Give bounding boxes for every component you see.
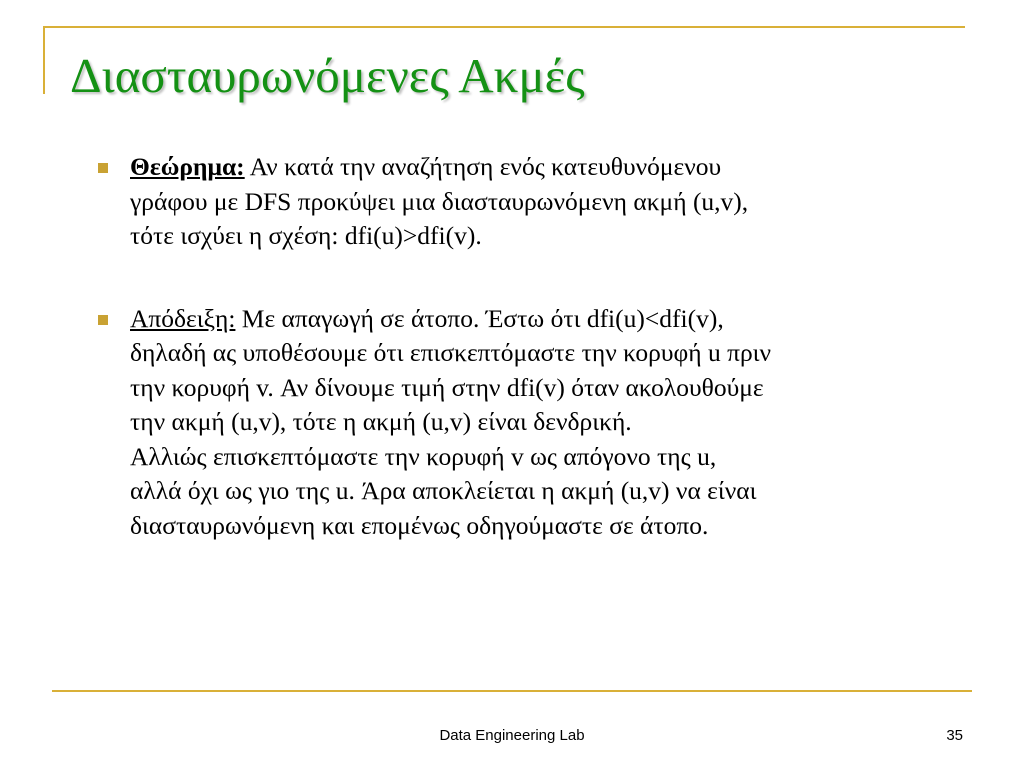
theorem-bullet — [92, 150, 997, 254]
square-bullet-icon — [98, 163, 108, 173]
proof-label: Απόδειξη: — [130, 303, 236, 333]
theorem-line-2: γράφου με DFS προκύψει μια διασταυρωνόμενη ακμή (u,v), — [130, 186, 749, 216]
proof-text-1: Με απαγωγή σε άτοπο. Έστω ότι dfi(u)<dfi(v), — [235, 303, 724, 333]
theorem-label: Θεώρημα: — [130, 152, 245, 181]
slide-content — [92, 150, 997, 543]
footer-rule — [52, 690, 972, 692]
proof-bullet — [92, 302, 997, 544]
slide-title: Διασταυρωνόμενες Ακμές — [70, 48, 585, 103]
theorem-line-1 — [130, 150, 997, 185]
proof-line-1 — [130, 302, 997, 337]
square-bullet-icon — [98, 315, 108, 325]
proof-line-7: διασταυρωνόμενη και επομένως οδηγούμαστε σε άτοπο. — [130, 510, 709, 540]
proof-line-4: την ακμή (u,v), τότε η ακμή (u,v) είναι δενδρική. — [130, 407, 632, 436]
frame-left-rule — [43, 26, 45, 94]
page-number: 35 — [946, 727, 963, 744]
proof-line-6: αλλά όχι ως γιο της u. Άρα αποκλείεται η ακμή (u,v) να είναι — [130, 476, 757, 505]
theorem-text-1: Αν κατά την αναζήτηση ενός κατευθυνόμενου — [244, 152, 722, 181]
frame-top-rule — [43, 26, 965, 28]
footer-text: Data Engineering Lab — [439, 727, 585, 744]
proof-line-5: Αλλιώς επισκεπτόμαστε την κορυφή v ως απόγονο της u, — [130, 441, 717, 471]
proof-line-2: δηλαδή ας υποθέσουμε ότι επισκεπτόμαστε την κορυφή u πριν — [130, 338, 772, 367]
proof-line-3: την κορυφή v. Αν δίνουμε τιμή στην dfi(v) όταν ακολουθούμε — [130, 372, 764, 402]
theorem-line-3: τότε ισχύει η σχέση: dfi(u)>dfi(v). — [130, 221, 482, 250]
